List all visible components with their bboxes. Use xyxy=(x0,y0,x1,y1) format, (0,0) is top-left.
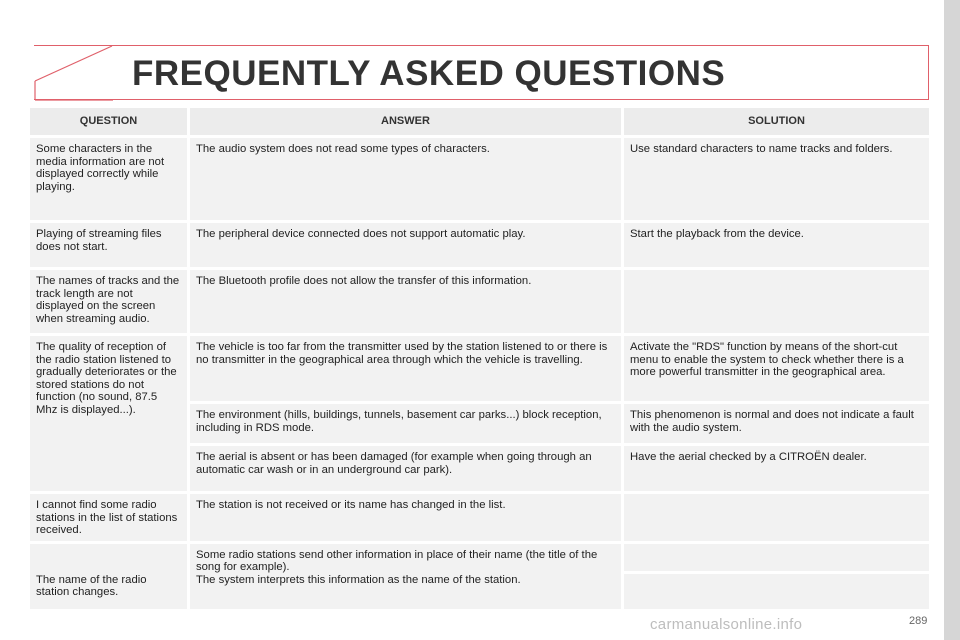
question-cell: I cannot find some radio stations in the list of stations received. xyxy=(30,494,190,544)
faq-table xyxy=(30,108,929,612)
question-cell: Playing of streaming files does not start. xyxy=(30,223,190,270)
table-row xyxy=(30,336,929,404)
solution-cell xyxy=(624,544,929,574)
watermark: carmanualsonline.info xyxy=(650,616,803,633)
table-row xyxy=(30,494,929,544)
answer-cell: The Bluetooth profile does not allow the transfer of this information. xyxy=(190,270,624,336)
answer-cell: The peripheral device connected does not support automatic play. xyxy=(190,223,624,270)
answer-text: The system interprets this information as the name of the station. xyxy=(196,573,521,586)
table-row xyxy=(30,270,929,336)
solution-cell xyxy=(624,270,929,336)
answer-text: Some radio stations send other information in place of their name (the title of the song for example). xyxy=(196,548,598,573)
question-cell: Some characters in the media information are not displayed correctly while playing. xyxy=(30,138,190,223)
answer-cell: The aerial is absent or has been damaged (for example when going through an automatic car wash or in an underground car park). xyxy=(190,446,624,494)
table-row xyxy=(30,544,929,574)
solution-cell: Use standard characters to name tracks and folders. xyxy=(624,138,929,223)
answer-cell: The station is not received or its name has changed in the list. xyxy=(190,494,624,544)
header-question: QUESTION xyxy=(30,108,190,138)
question-cell xyxy=(30,544,190,574)
header-solution: SOLUTION xyxy=(624,108,929,138)
table-row xyxy=(30,223,929,270)
question-cell: The name of the radio station changes. xyxy=(30,574,190,612)
title-frame-corner xyxy=(33,45,113,101)
page-title: FREQUENTLY ASKED QUESTIONS xyxy=(132,54,726,93)
answer-cell: The audio system does not read some types of characters. xyxy=(190,138,624,223)
table-header-row xyxy=(30,108,929,138)
solution-cell xyxy=(624,494,929,544)
answer-cell: The vehicle is too far from the transmitter used by the station listened to or there is no transmitter in the geographical area through which the vehicle is travelling. xyxy=(190,336,624,404)
solution-cell: Activate the "RDS" function by means of the short-cut menu to enable the system to check whether there is a more powerful transmitter in the geographical area. xyxy=(624,336,929,404)
table-row xyxy=(30,138,929,223)
answer-cell: The environment (hills, buildings, tunnels, basement car parks...) block reception, including in RDS mode. xyxy=(190,404,624,446)
solution-cell: Have the aerial checked by a CITROËN dealer. xyxy=(624,446,929,494)
solution-cell: This phenomenon is normal and does not indicate a fault with the audio system. xyxy=(624,404,929,446)
answer-cell-shared xyxy=(190,544,624,612)
question-cell: The names of tracks and the track length are not displayed on the screen when streaming audio. xyxy=(30,270,190,336)
header-answer: ANSWER xyxy=(190,108,624,138)
question-cell: The quality of reception of the radio station listened to gradually deteriorates or the stored stations do not function (no sound, 87.5 Mhz is displayed...). xyxy=(30,336,190,494)
page-number: 289 xyxy=(909,615,928,627)
solution-cell: Start the playback from the device. xyxy=(624,223,929,270)
page-edge-band xyxy=(944,0,960,640)
solution-cell xyxy=(624,574,929,612)
